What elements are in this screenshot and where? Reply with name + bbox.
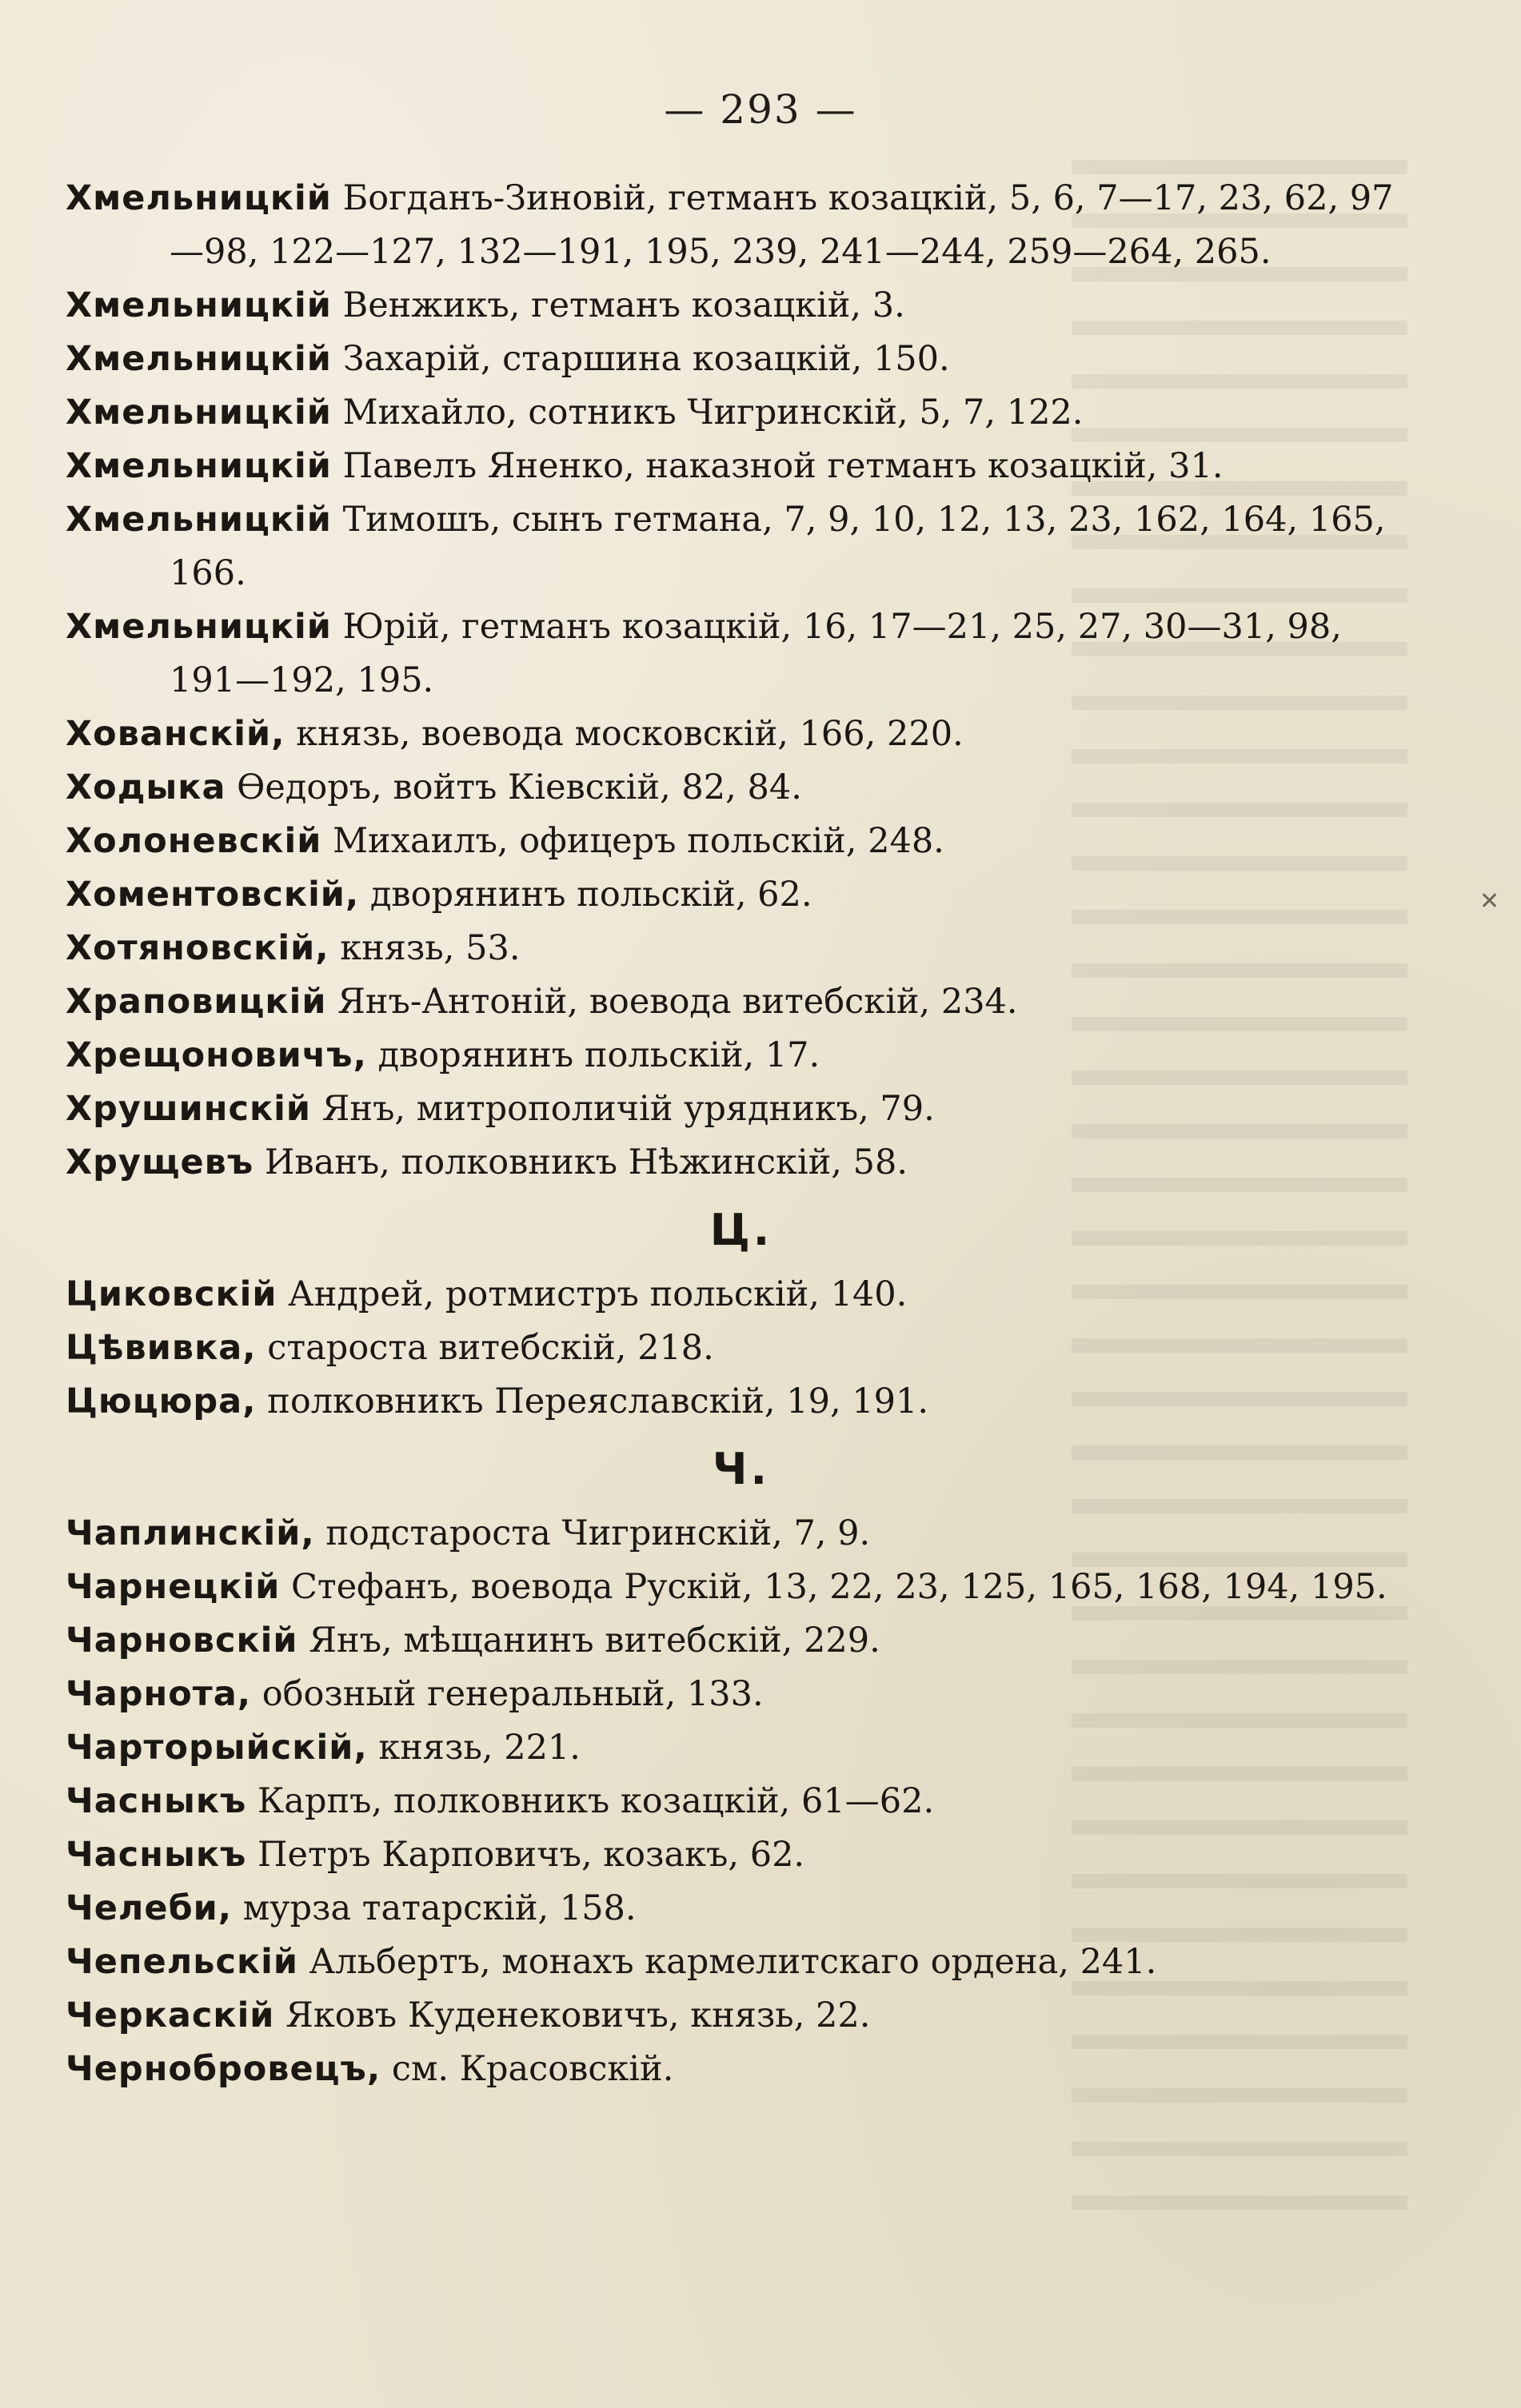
entry-details: Михаилъ, офицеръ польскій, 248. — [321, 821, 944, 861]
entry-details: Петръ Карповичъ, козакъ, 62. — [246, 1835, 805, 1875]
entry-name: Чаплинскій, — [66, 1513, 315, 1553]
entry-name: Хмельницкій — [66, 446, 332, 486]
entry-name: Цѣвивка, — [66, 1328, 257, 1368]
index-entry — [66, 708, 1417, 761]
index-entry — [66, 1882, 1417, 1936]
entry-details: Альбертъ, монахъ кармелитскаго ордена, 241. — [298, 1942, 1157, 1982]
entry-name: Хмельницкій — [66, 393, 332, 433]
entry-details: Иванъ, полковникъ Нѣжинскій, 58. — [254, 1142, 908, 1182]
entry-details: Юрій, гетманъ козацкій, 16, 17—21, 25, 27, 30—31, 98, 191—192, 195. — [170, 607, 1342, 700]
entry-name: Челеби, — [66, 1888, 233, 1928]
entry-details: Карпъ, полковникъ козацкій, 61—62. — [246, 1781, 935, 1821]
entry-name: Холоневскій — [66, 821, 322, 861]
index-entry — [66, 1375, 1417, 1429]
entry-details: Захарій, старшина козацкій, 150. — [331, 339, 950, 379]
index-entry — [66, 600, 1417, 708]
entry-name: Чернобровецъ, — [66, 2049, 381, 2089]
index-content — [66, 172, 1417, 2096]
section-ts — [66, 1196, 1417, 1429]
entry-name: Хованскій, — [66, 714, 285, 754]
index-entry — [66, 1989, 1417, 2043]
entry-details: Тимошъ, сынъ гетмана, 7, 9, 10, 12, 13, 23, 162, 164, 165, 166. — [170, 500, 1386, 593]
section-kh — [66, 172, 1417, 1190]
entry-details: Михайло, сотникъ Чигринскій, 5, 7, 122. — [331, 393, 1084, 433]
entry-name: Чарновскій — [66, 1621, 298, 1660]
entry-details: мурза татарскій, 158. — [232, 1888, 637, 1928]
index-entry — [66, 1507, 1417, 1561]
entry-name: Хмельницкій — [66, 178, 332, 218]
index-entry — [66, 1136, 1417, 1190]
entry-details: Яковъ Куденековичъ, князь, 22. — [274, 1995, 871, 2035]
entry-name: Цюцюра, — [66, 1381, 257, 1421]
section-letter-heading: Ч. — [712, 1444, 771, 1494]
entry-name: Черкаскій — [66, 1995, 275, 2035]
index-entry — [66, 761, 1417, 815]
index-entry — [66, 815, 1417, 868]
entry-details: Янъ-Антоній, воевода витебскій, 234. — [326, 982, 1018, 1022]
entry-name: Чарторыйскій, — [66, 1728, 368, 1768]
index-entry — [66, 333, 1417, 386]
index-entry — [66, 1721, 1417, 1775]
entry-name: Хрущевъ — [66, 1142, 254, 1182]
entry-name: Хоментовскій, — [66, 875, 360, 915]
entry-name: Часныкъ — [66, 1835, 247, 1875]
entry-details: князь, 53. — [329, 928, 521, 968]
entry-details: подстароста Чигринскій, 7, 9. — [314, 1513, 871, 1553]
index-entry — [66, 1082, 1417, 1136]
entry-name: Чарнота, — [66, 1674, 252, 1714]
entry-name: Хмельницкій — [66, 285, 332, 325]
entry-details: князь, воевода московскій, 166, 220. — [285, 714, 964, 754]
index-entry — [66, 1029, 1417, 1082]
entry-details: Өедоръ, войтъ Кіевскій, 82, 84. — [226, 767, 802, 807]
entry-details: Венжикъ, гетманъ козацкій, 3. — [331, 285, 905, 325]
entry-details: см. Красовскій. — [381, 2049, 674, 2089]
index-entry — [66, 172, 1417, 279]
entry-details: староста витебскій, 218. — [256, 1328, 714, 1368]
entry-name: Чарнецкій — [66, 1567, 281, 1607]
entry-name: Чепельскій — [66, 1942, 299, 1982]
index-entry — [66, 440, 1417, 493]
index-entry — [66, 493, 1417, 600]
entry-name: Циковскій — [66, 1274, 277, 1314]
index-entry — [66, 1775, 1417, 1828]
index-entry — [66, 386, 1417, 440]
entry-name: Ходыка — [66, 767, 226, 807]
entry-name: Хрещоновичъ, — [66, 1035, 367, 1075]
entry-details: Богданъ-Зиновій, гетманъ козацкій, 5, 6, 7—17, 23, 62, 97—98, 122—127, 132—191, 195, 239, 241—244, 259—264, 265. — [170, 178, 1394, 272]
entry-details: Павелъ Яненко, наказной гетманъ козацкій, 31. — [331, 446, 1224, 486]
entry-name: Хмельницкій — [66, 339, 332, 379]
margin-mark-icon: ✕ — [1479, 887, 1500, 915]
index-entry — [66, 1936, 1417, 1989]
entry-details: дворянинъ польскій, 17. — [366, 1035, 820, 1075]
entry-details: Янъ, митрополичій урядникъ, 79. — [311, 1089, 935, 1129]
entry-details: Андрей, ротмистръ польскій, 140. — [277, 1274, 908, 1314]
index-entry — [66, 279, 1417, 333]
entry-name: Часныкъ — [66, 1781, 247, 1821]
entry-details: полковникъ Переяславскій, 19, 191. — [256, 1381, 929, 1421]
index-entry — [66, 1561, 1417, 1614]
entry-name: Хотяновскій, — [66, 928, 329, 968]
section-letter-heading: Ц. — [709, 1205, 773, 1255]
entry-name: Хрушинскій — [66, 1089, 312, 1129]
entry-name: Храповицкій — [66, 982, 327, 1022]
index-entry — [66, 975, 1417, 1029]
entry-details: князь, 221. — [367, 1728, 581, 1768]
index-entry — [66, 1828, 1417, 1882]
entry-details: дворянинъ польскій, 62. — [359, 875, 812, 915]
entry-details: обозный генеральный, 133. — [251, 1674, 764, 1714]
entry-name: Хмельницкій — [66, 607, 332, 647]
page-number: — 293 — — [664, 86, 857, 133]
index-entry — [66, 1268, 1417, 1322]
entry-details: Янъ, мѣщанинъ витебскій, 229. — [297, 1621, 880, 1660]
section-ch — [66, 1435, 1417, 2096]
index-entry — [66, 1322, 1417, 1375]
index-entry — [66, 1614, 1417, 1668]
index-entry — [66, 2043, 1417, 2096]
index-entry — [66, 868, 1417, 922]
index-entry — [66, 1668, 1417, 1721]
entry-details: Стефанъ, воевода Рускій, 13, 22, 23, 125, 165, 168, 194, 195. — [280, 1567, 1387, 1607]
index-entry — [66, 922, 1417, 975]
entry-name: Хмельницкій — [66, 500, 332, 540]
